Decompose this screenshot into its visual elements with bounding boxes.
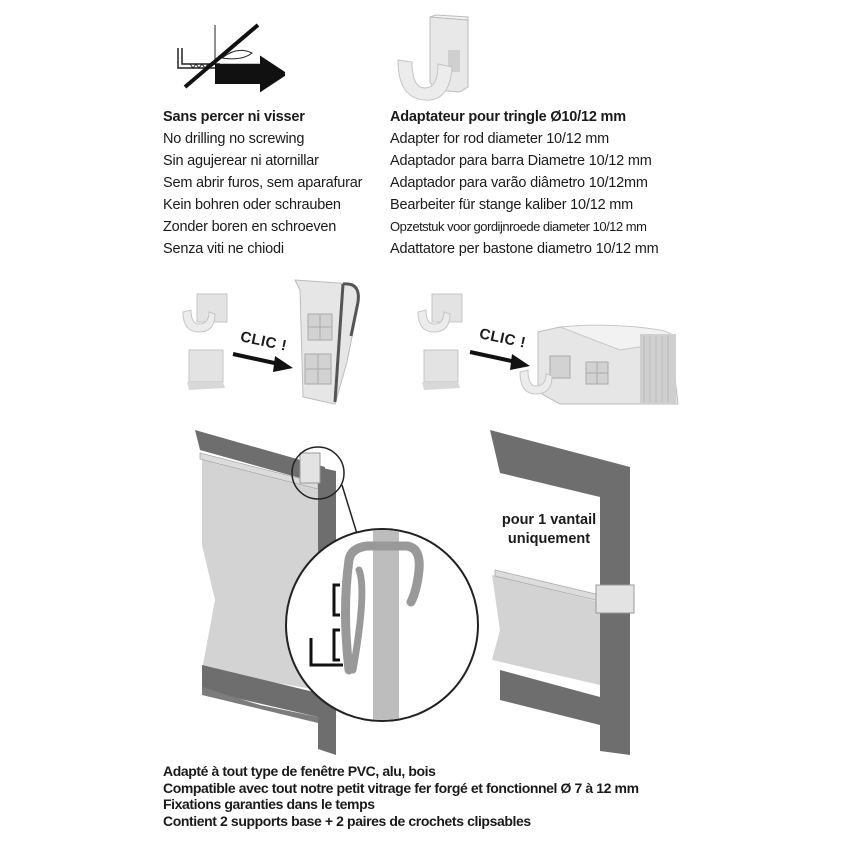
clic-label-right: CLIC !: [477, 325, 528, 352]
no-drilling-title: Sans percer ni visser: [163, 109, 305, 125]
adapter-translation: Adaptador para barra Diametre 10/12 mm: [390, 153, 652, 169]
adapter-translation: Opzetstuk voor gordijnroede diameter 10/12 mm: [390, 219, 647, 234]
product-note: Contient 2 supports base + 2 paires de crochets clipsables: [163, 812, 531, 829]
installation-diagram-right: [490, 425, 650, 760]
product-note: Adapté à tout type de fenêtre PVC, alu, bois: [163, 763, 436, 779]
adapter-title: Adaptateur pour tringle Ø10/12 mm: [390, 109, 626, 125]
product-note: Fixations garanties dans le temps: [163, 796, 375, 812]
product-note: Compatible avec tout notre petit vitrage fer forgé et fonctionnel Ø 7 à 12 mm: [163, 779, 639, 796]
no-drilling-translation: Zonder boren en schroeven: [163, 219, 337, 235]
no-drilling-translation: Sem abrir furos, sem aparafurar: [163, 175, 363, 191]
no-drilling-translation: Senza viti ne chiodi: [163, 241, 284, 257]
adapter-description: [390, 106, 658, 260]
no-drilling-icon: [160, 10, 285, 100]
no-drilling-translation: Sin agujerear ni atornillar: [163, 153, 319, 169]
single-leaf-note-line2: uniquement: [507, 531, 591, 547]
adapter-translation: Adattatore per bastone diametro 10/12 mm: [390, 241, 659, 257]
adapter-translation: Adapter for rod diameter 10/12 mm: [390, 131, 610, 147]
clip-detail-zoom-circle: [285, 528, 479, 722]
no-drilling-translation: Kein bohren oder schrauben: [163, 197, 341, 213]
adapter-translation: Bearbeiter für stange kaliber 10/12 mm: [390, 197, 634, 213]
product-notes: [163, 763, 639, 829]
adapter-translation: Adaptador para varão diâmetro 10/12mm: [390, 175, 648, 191]
single-leaf-note-line1: pour 1 vantail: [501, 512, 597, 528]
single-leaf-note: [490, 511, 608, 549]
clip-assembly-diagram-horizontal: [410, 272, 690, 412]
clic-label-left: CLIC !: [238, 328, 289, 355]
no-drilling-translation: No drilling no screwing: [163, 131, 305, 147]
rod-adapter-hook-icon: [390, 12, 470, 102]
no-drilling-description: [163, 106, 362, 260]
